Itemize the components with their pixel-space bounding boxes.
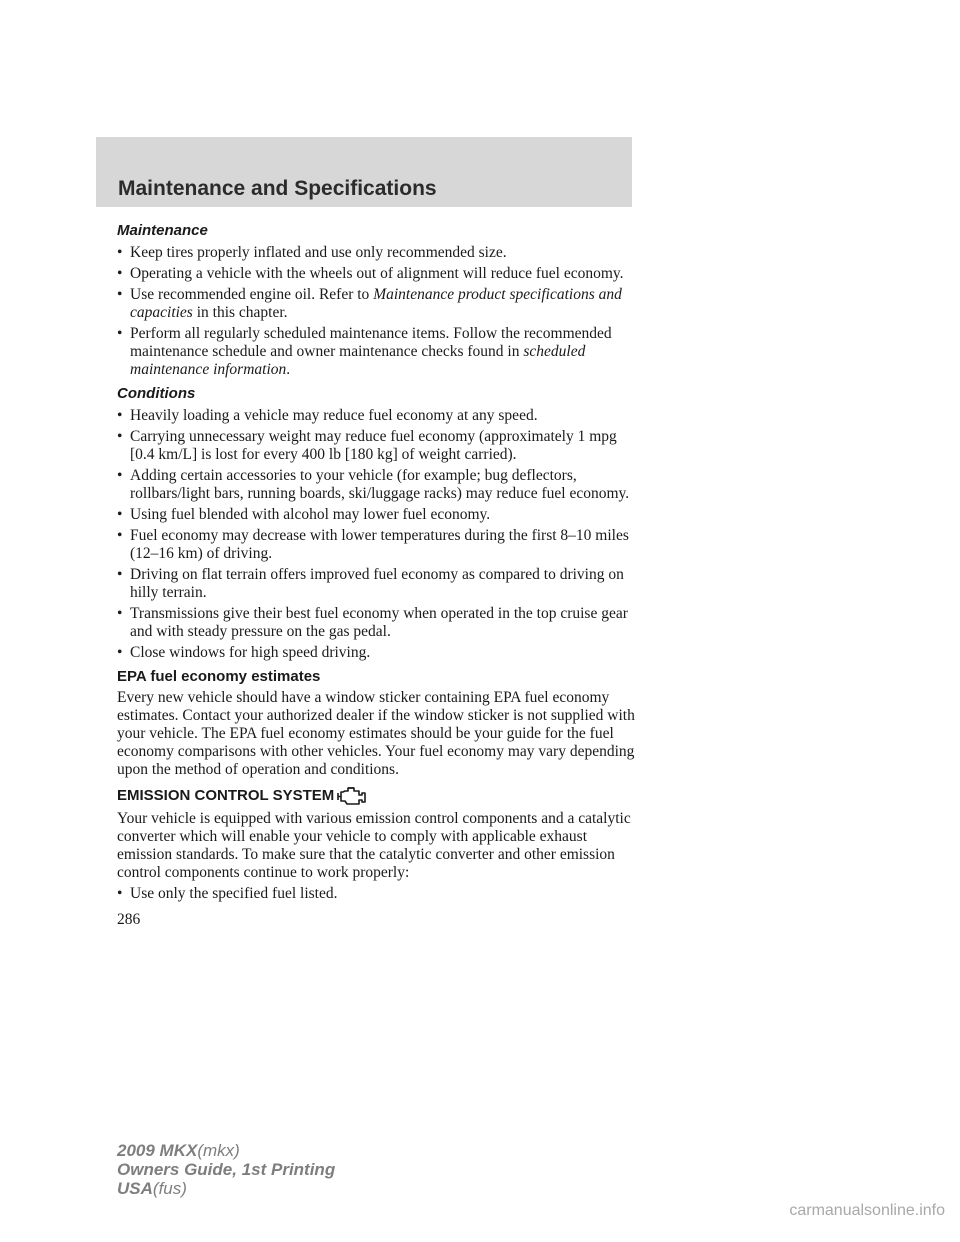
footer-line-1: 2009 MKX(mkx) (117, 1141, 240, 1160)
emission-heading: EMISSION CONTROL SYSTEM (117, 787, 335, 804)
watermark: carmanualsonline.info (789, 1202, 945, 1219)
list-item: • Transmissions give their best fuel economy when operated in the top cruise gear and with steady pressure on the gas pedal. (117, 605, 637, 641)
list-item: • Heavily loading a vehicle may reduce fuel economy at any speed. (117, 407, 637, 425)
section-title: Maintenance and Specifications (118, 177, 437, 200)
list-item: • Close windows for high speed driving. (117, 644, 637, 662)
section-header-band (96, 137, 632, 207)
list-item: • Use only the specified fuel listed. (117, 885, 637, 903)
list-item: • Keep tires properly inflated and use only recommended size. (117, 244, 637, 262)
list-item: • Using fuel blended with alcohol may lower fuel economy. (117, 506, 637, 524)
emission-paragraph: Your vehicle is equipped with various emission control components and a catalytic converter which will enable your vehicle to comply with applicable exhaust emission standards. To make sure that the catalytic converter and other emission control components continue to work properly: (117, 810, 631, 881)
list-item: • Adding certain accessories to your vehicle (for example; bug deflectors, rollbars/light bars, running boards, ski/luggage racks) may reduce fuel economy. (117, 467, 637, 503)
list-item: • Driving on flat terrain offers improved fuel economy as compared to driving on hilly terrain. (117, 566, 637, 602)
epa-heading: EPA fuel economy estimates (117, 668, 321, 685)
maintenance-heading: Maintenance (117, 222, 208, 239)
engine-icon (337, 785, 367, 807)
conditions-heading: Conditions (117, 385, 196, 402)
footer-line-3: USA(fus) (117, 1179, 187, 1198)
list-item: • Perform all regularly scheduled maintenance items. Follow the recommended maintenance schedule and owner maintenance checks found in scheduled maintenance information. (117, 325, 637, 379)
page-number: 286 (117, 911, 141, 928)
maintenance-list (117, 244, 637, 379)
footer (117, 1141, 335, 1198)
footer-line-2: Owners Guide, 1st Printing (117, 1160, 336, 1179)
emission-list (117, 885, 637, 903)
cross-reference: scheduled maintenance information (130, 343, 586, 378)
cross-reference: Maintenance product specifications and capacities (130, 286, 622, 321)
emission-heading-row (117, 785, 637, 807)
list-item: • Operating a vehicle with the wheels out of alignment will reduce fuel economy. (117, 265, 637, 283)
epa-paragraph: Every new vehicle should have a window sticker containing EPA fuel economy estimates. Contact your authorized dealer if the window sticker is not supplied with your vehicle. The EPA fuel economy estimates should be your guide for the fuel economy comparisons with other vehicles. Your fuel economy may vary depending upon the method of operation and conditions. (117, 689, 635, 778)
page-content (117, 220, 637, 929)
list-item: • Use recommended engine oil. Refer to Maintenance product specifications and capacities in this chapter. (117, 286, 637, 322)
list-item: • Fuel economy may decrease with lower temperatures during the first 8–10 miles (12–16 km) of driving. (117, 527, 637, 563)
list-item: • Carrying unnecessary weight may reduce fuel economy (approximately 1 mpg [0.4 km/L] is lost for every 400 lb [180 kg] of weight carried). (117, 428, 637, 464)
conditions-list (117, 407, 637, 662)
